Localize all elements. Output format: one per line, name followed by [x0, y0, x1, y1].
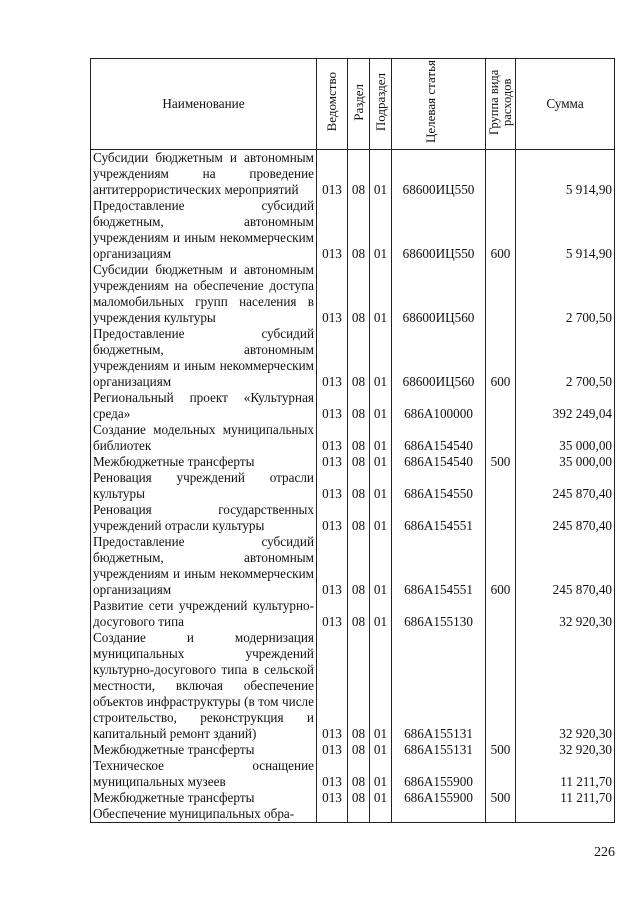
cell-section: 08 [348, 534, 370, 598]
cell-group: 500 [486, 742, 516, 758]
header-target-label: Целевая статья [422, 60, 438, 144]
cell-dept: 013 [317, 150, 348, 199]
cell-section: 08 [348, 262, 370, 326]
header-expense-group [486, 59, 516, 150]
cell-section [348, 806, 370, 823]
cell-sum: 2 700,50 [516, 262, 615, 326]
cell-group [486, 630, 516, 742]
cell-group: 600 [486, 198, 516, 262]
cell-target: 68600ИЦ560 [392, 262, 486, 326]
table-header-row [91, 59, 615, 150]
cell-dept: 013 [317, 758, 348, 790]
cell-subsection: 01 [370, 598, 392, 630]
cell-target: 686A100000 [392, 390, 486, 422]
cell-sum: 32 920,30 [516, 630, 615, 742]
cell-sum: 392 249,04 [516, 390, 615, 422]
table-row [91, 790, 615, 806]
table-row [91, 502, 615, 534]
table-row [91, 630, 615, 742]
cell-target: 686A155131 [392, 630, 486, 742]
cell-section: 08 [348, 454, 370, 470]
cell-target: 686A155900 [392, 790, 486, 806]
cell-subsection: 01 [370, 534, 392, 598]
cell-name: Предоставление субсидий бюджетным, автономным учреждениям и иным некоммерческим организациям [91, 198, 317, 262]
cell-dept [317, 806, 348, 823]
cell-group: 500 [486, 790, 516, 806]
cell-section: 08 [348, 198, 370, 262]
cell-subsection: 01 [370, 454, 392, 470]
header-section [348, 59, 370, 150]
cell-dept: 013 [317, 502, 348, 534]
cell-name: Создание и модернизация муниципальных учреждений культурно-досугового типа в сельской местности, включая обеспечение объектов инфраструктуры (в том числе строительство, реконструкция и капитальный ремонт зданий) [91, 630, 317, 742]
table-row [91, 262, 615, 326]
cell-name: Субсидии бюджетным и автономным учреждениям на обеспечение доступа маломобильных групп населения в учреждения культуры [91, 262, 317, 326]
cell-group [486, 806, 516, 823]
cell-section: 08 [348, 502, 370, 534]
cell-subsection: 01 [370, 470, 392, 502]
cell-dept: 013 [317, 390, 348, 422]
cell-section: 08 [348, 326, 370, 390]
cell-subsection: 01 [370, 150, 392, 199]
cell-dept: 013 [317, 470, 348, 502]
cell-group [486, 262, 516, 326]
cell-subsection: 01 [370, 742, 392, 758]
cell-section: 08 [348, 758, 370, 790]
cell-name: Предоставление субсидий бюджетным, автономным учреждениям и иным некоммерческим организациям [91, 534, 317, 598]
cell-name: Реновация государственных учреждений отрасли культуры [91, 502, 317, 534]
cell-sum: 35 000,00 [516, 422, 615, 454]
cell-sum: 11 211,70 [516, 758, 615, 790]
cell-dept: 013 [317, 598, 348, 630]
cell-subsection: 01 [370, 758, 392, 790]
cell-target: 68600ИЦ560 [392, 326, 486, 390]
header-dept-label: Ведомство [324, 72, 339, 132]
header-target [392, 59, 486, 150]
cell-dept: 013 [317, 742, 348, 758]
cell-sum: 2 700,50 [516, 326, 615, 390]
cell-sum: 35 000,00 [516, 454, 615, 470]
cell-section: 08 [348, 422, 370, 454]
table-row [91, 326, 615, 390]
table-row [91, 742, 615, 758]
cell-target: 686A155900 [392, 758, 486, 790]
cell-subsection: 01 [370, 630, 392, 742]
cell-target: 686A154551 [392, 502, 486, 534]
cell-group: 600 [486, 534, 516, 598]
cell-group [486, 470, 516, 502]
cell-sum: 11 211,70 [516, 790, 615, 806]
cell-dept: 013 [317, 534, 348, 598]
cell-subsection: 01 [370, 790, 392, 806]
cell-group [486, 390, 516, 422]
cell-sum [516, 806, 615, 823]
cell-target: 686A154540 [392, 454, 486, 470]
cell-dept: 013 [317, 630, 348, 742]
cell-target: 686A154540 [392, 422, 486, 454]
cell-name: Субсидии бюджетным и автономным учреждениям на проведение антитеррористических мероприятий [91, 150, 317, 199]
cell-target: 686A154550 [392, 470, 486, 502]
table-row [91, 390, 615, 422]
cell-section: 08 [348, 150, 370, 199]
table-row [91, 150, 615, 199]
cell-name: Создание модельных муниципальных библиотек [91, 422, 317, 454]
cell-dept: 013 [317, 790, 348, 806]
header-section-label: Раздел [350, 83, 366, 121]
cell-name: Предоставление субсидий бюджетным, автономным учреждениям и иным некоммерческим организациям [91, 326, 317, 390]
header-sum: Сумма [516, 59, 615, 150]
table-row [91, 534, 615, 598]
cell-sum: 245 870,40 [516, 502, 615, 534]
cell-subsection: 01 [370, 502, 392, 534]
cell-name: Межбюджетные трансферты [91, 790, 317, 806]
cell-group [486, 502, 516, 534]
header-expense-group-label: Группа вида расходов [487, 69, 514, 135]
table-row [91, 806, 615, 823]
cell-target [392, 806, 486, 823]
cell-target: 686A155131 [392, 742, 486, 758]
cell-dept: 013 [317, 422, 348, 454]
cell-group [486, 598, 516, 630]
table-body [91, 150, 615, 823]
cell-name: Обеспечение муниципальных обра- [91, 806, 317, 823]
cell-name: Региональный проект «Культурная среда» [91, 390, 317, 422]
cell-dept: 013 [317, 326, 348, 390]
cell-name: Межбюджетные трансферты [91, 454, 317, 470]
table-row [91, 198, 615, 262]
cell-section: 08 [348, 742, 370, 758]
cell-group [486, 150, 516, 199]
cell-subsection: 01 [370, 262, 392, 326]
header-subsection [370, 59, 392, 150]
cell-target: 68600ИЦ550 [392, 150, 486, 199]
cell-target: 686A155130 [392, 598, 486, 630]
cell-subsection: 01 [370, 422, 392, 454]
cell-sum: 32 920,30 [516, 598, 615, 630]
cell-group [486, 422, 516, 454]
cell-section: 08 [348, 390, 370, 422]
table-row [91, 598, 615, 630]
cell-name: Реновация учреждений отрасли культуры [91, 470, 317, 502]
header-name: Наименование [91, 59, 317, 150]
cell-sum: 5 914,90 [516, 150, 615, 199]
cell-target: 68600ИЦ550 [392, 198, 486, 262]
header-subsection-label: Подраздел [372, 72, 388, 132]
cell-dept: 013 [317, 454, 348, 470]
budget-table [90, 58, 615, 823]
cell-dept: 013 [317, 262, 348, 326]
cell-sum: 245 870,40 [516, 470, 615, 502]
cell-target: 686A154551 [392, 534, 486, 598]
table-row [91, 422, 615, 454]
cell-subsection: 01 [370, 326, 392, 390]
cell-group: 600 [486, 326, 516, 390]
table-row [91, 454, 615, 470]
cell-section: 08 [348, 790, 370, 806]
header-dept [317, 59, 348, 150]
cell-name: Межбюджетные трансферты [91, 742, 317, 758]
cell-section: 08 [348, 470, 370, 502]
cell-sum: 245 870,40 [516, 534, 615, 598]
cell-section: 08 [348, 598, 370, 630]
cell-subsection: 01 [370, 198, 392, 262]
cell-group: 500 [486, 454, 516, 470]
cell-group [486, 758, 516, 790]
cell-section: 08 [348, 630, 370, 742]
table-row [91, 758, 615, 790]
cell-subsection [370, 806, 392, 823]
cell-sum: 32 920,30 [516, 742, 615, 758]
cell-name: Техническое оснащение муниципальных музеев [91, 758, 317, 790]
cell-name: Развитие сети учреждений культурно-досугового типа [91, 598, 317, 630]
page-number: 226 [594, 845, 615, 860]
table-row [91, 470, 615, 502]
cell-dept: 013 [317, 198, 348, 262]
cell-subsection: 01 [370, 390, 392, 422]
cell-sum: 5 914,90 [516, 198, 615, 262]
